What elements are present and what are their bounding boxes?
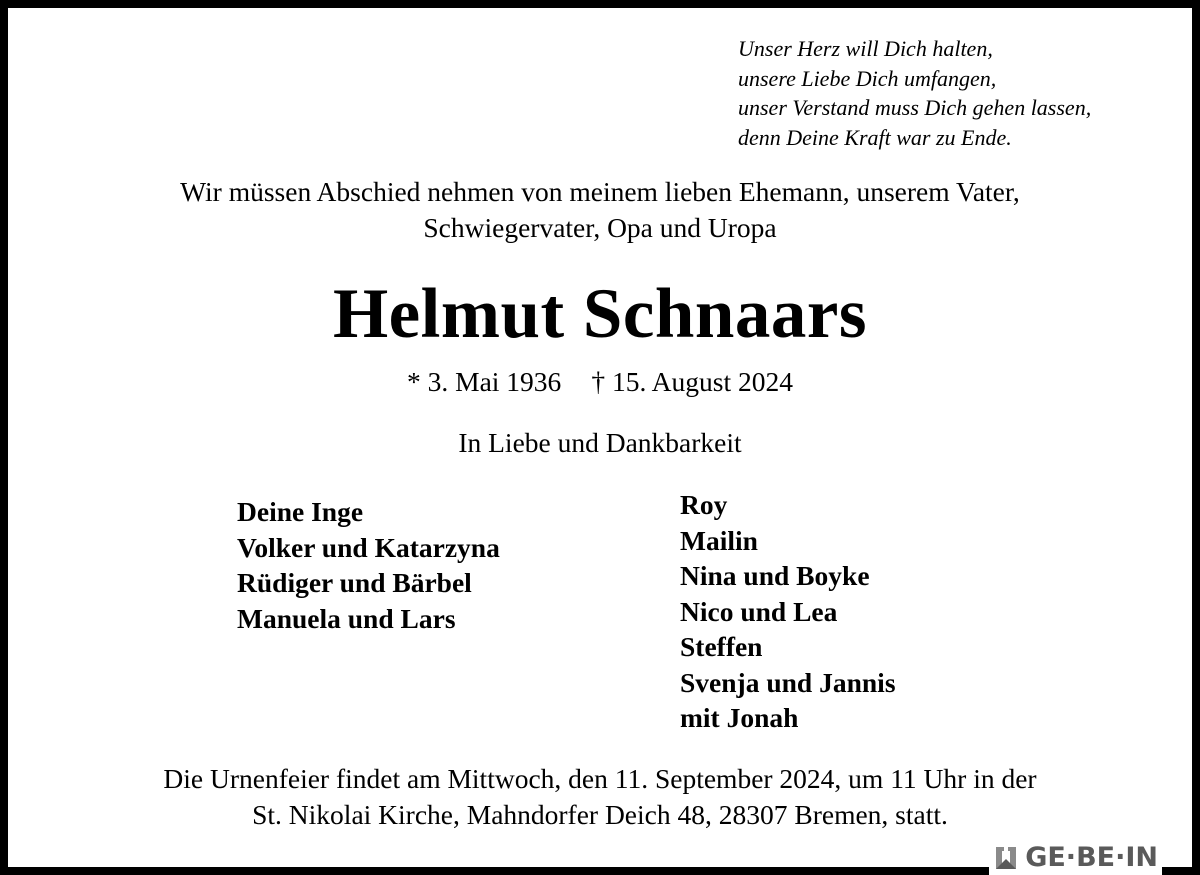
family-member: Volker und Katarzyna [237,531,500,563]
service-line-1: Die Urnenfeier findet am Mittwoch, den 11. September 2024, um 11 Uhr in der [163,763,1037,794]
poem-line-1: Unser Herz will Dich halten, [738,36,993,61]
gebein-mark-icon [993,845,1019,871]
poem-line-4: denn Deine Kraft war zu Ende. [738,124,1012,150]
death-date: † 15. August 2024 [591,366,793,397]
gebein-logo [989,841,1162,875]
family-member: Steffen [680,631,763,662]
deceased-name: Helmut Schnaars [332,275,868,353]
gebein-logo-text: GE·BE·IN [1025,842,1158,873]
intro-text [0,174,1200,246]
intro-line-1: Wir müssen Abschied nehmen von meinem lieben Ehemann, unserem Vater, [180,176,1020,207]
service-info [0,761,1200,833]
poem-line-3: unser Verstand muss Dich gehen lassen, [738,95,1092,120]
family-member: Nico und Lea [680,595,838,627]
intro-line-2: Schwiegervater, Opa und Uropa [423,212,777,243]
life-dates [0,364,1200,400]
family-list-left [237,494,500,636]
service-line-2: St. Nikolai Kirche, Mahndorfer Deich 48, 28307 Bremen, statt. [252,799,948,830]
family-member: Rüdiger und Bärbel [237,567,472,598]
family-member: Manuela und Lars [237,602,456,634]
poem-line-2: unsere Liebe Dich umfangen, [738,65,997,91]
family-member: Nina und Boyke [680,560,870,591]
family-member: mit Jonah [680,702,799,733]
poem [738,34,1091,152]
family-list-right [680,487,896,736]
family-member: Mailin [680,524,758,556]
birth-date: * 3. Mai 1936 [407,366,562,397]
thanks-line: In Liebe und Dankbarkeit [458,427,742,458]
family-member: Deine Inge [237,496,364,527]
family-member: Roy [680,489,728,520]
family-member: Svenja und Jannis [680,666,896,698]
